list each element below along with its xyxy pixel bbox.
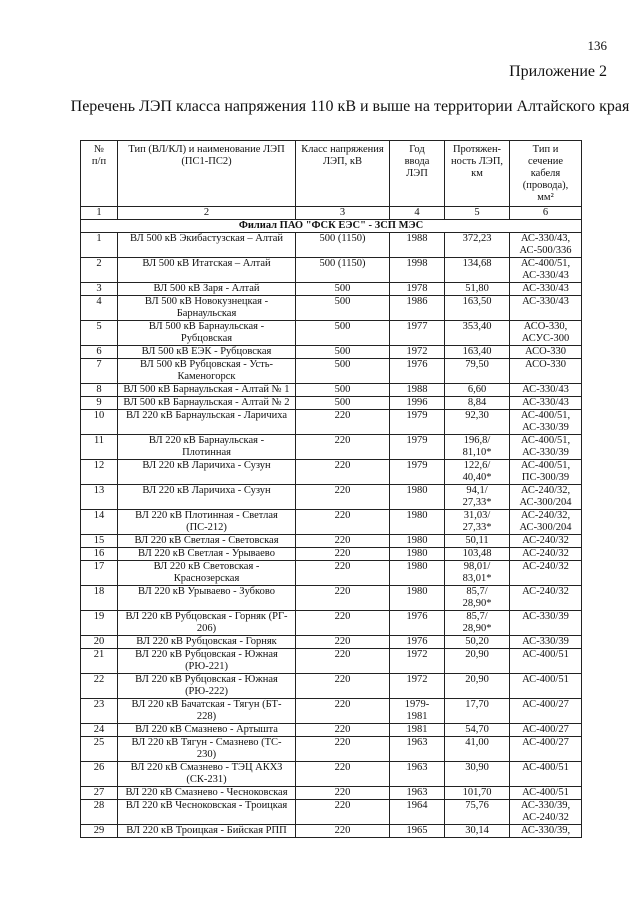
table-row — [81, 258, 582, 283]
voltage-class: 220 — [296, 636, 390, 649]
table-row — [81, 787, 582, 800]
line-length: 103,48 — [445, 548, 510, 561]
table-row — [81, 346, 582, 359]
line-length: 51,80 — [445, 283, 510, 296]
commission-year: 1964 — [390, 800, 445, 825]
branch-title: Филиал ПАО "ФСК ЕЭС" - ЗСП МЭС — [81, 220, 582, 233]
table-row — [81, 485, 582, 510]
header-voltage: Класс напряжения ЛЭП, кВ — [296, 141, 390, 207]
voltage-class: 220 — [296, 435, 390, 460]
line-length: 20,90 — [445, 674, 510, 699]
row-number: 14 — [81, 510, 118, 535]
table-row — [81, 283, 582, 296]
voltage-class: 500 — [296, 296, 390, 321]
line-name: ВЛ 220 кВ Рубцовская - Горняк — [118, 636, 296, 649]
commission-year: 1980 — [390, 535, 445, 548]
wire-type: АС-330/39 — [510, 636, 582, 649]
voltage-class: 220 — [296, 586, 390, 611]
voltage-class: 500 — [296, 384, 390, 397]
row-number: 3 — [81, 283, 118, 296]
voltage-class: 220 — [296, 787, 390, 800]
line-length: 50,20 — [445, 636, 510, 649]
header-number: № п/п — [81, 141, 118, 207]
line-name: ВЛ 500 кВ Рубцовская - Усть- Каменогорск — [118, 359, 296, 384]
wire-type: АС-240/32, АС-300/204 — [510, 485, 582, 510]
line-length: 41,00 — [445, 737, 510, 762]
line-length: 101,70 — [445, 787, 510, 800]
line-length: 163,40 — [445, 346, 510, 359]
commission-year: 1963 — [390, 762, 445, 787]
commission-year: 1976 — [390, 611, 445, 636]
table-row — [81, 397, 582, 410]
line-length: 75,76 — [445, 800, 510, 825]
wire-type: АСО-330 — [510, 346, 582, 359]
voltage-class: 500 (1150) — [296, 233, 390, 258]
table-row — [81, 636, 582, 649]
commission-year: 1976 — [390, 636, 445, 649]
row-number: 19 — [81, 611, 118, 636]
power-lines-table-wrapper — [80, 140, 582, 838]
row-number: 7 — [81, 359, 118, 384]
table-row — [81, 737, 582, 762]
line-length: 85,7/ 28,90* — [445, 611, 510, 636]
column-number: 4 — [390, 207, 445, 220]
voltage-class: 220 — [296, 485, 390, 510]
appendix-label: Приложение 2 — [509, 63, 607, 80]
commission-year: 1972 — [390, 649, 445, 674]
voltage-class: 220 — [296, 410, 390, 435]
line-length: 20,90 — [445, 649, 510, 674]
line-name: ВЛ 220 кВ Бачатская - Тягун (БТ- 228) — [118, 699, 296, 724]
voltage-class: 500 — [296, 321, 390, 346]
line-name: ВЛ 220 кВ Чесноковская - Троицкая — [118, 800, 296, 825]
commission-year: 1972 — [390, 346, 445, 359]
commission-year: 1972 — [390, 674, 445, 699]
line-length: 134,68 — [445, 258, 510, 283]
line-name: ВЛ 500 кВ Барнаульская - Алтай № 1 — [118, 384, 296, 397]
row-number: 2 — [81, 258, 118, 283]
wire-type: АСО-330, АСУС-300 — [510, 321, 582, 346]
header-name: Тип (ВЛ/КЛ) и наименование ЛЭП (ПС1-ПС2) — [118, 141, 296, 207]
line-name: ВЛ 500 кВ Заря - Алтай — [118, 283, 296, 296]
row-number: 11 — [81, 435, 118, 460]
header-year: Год ввода ЛЭП — [390, 141, 445, 207]
wire-type: АС-330/39, — [510, 825, 582, 838]
line-name: ВЛ 220 кВ Рубцовская - Горняк (РГ- 206) — [118, 611, 296, 636]
table-row — [81, 586, 582, 611]
table-row — [81, 460, 582, 485]
line-name: ВЛ 220 кВ Рубцовская - Южная (РЮ-222) — [118, 674, 296, 699]
table-row — [81, 699, 582, 724]
line-length: 163,50 — [445, 296, 510, 321]
voltage-class: 220 — [296, 649, 390, 674]
line-name: ВЛ 220 кВ Троицкая - Бийская РПП — [118, 825, 296, 838]
commission-year: 1963 — [390, 737, 445, 762]
branch-row — [81, 220, 582, 233]
voltage-class: 220 — [296, 699, 390, 724]
line-name: ВЛ 500 кВ Барнаульская - Алтай № 2 — [118, 397, 296, 410]
line-length: 85,7/ 28,90* — [445, 586, 510, 611]
commission-year: 1977 — [390, 321, 445, 346]
voltage-class: 220 — [296, 800, 390, 825]
table-row — [81, 535, 582, 548]
row-number: 22 — [81, 674, 118, 699]
table-row — [81, 410, 582, 435]
line-name: ВЛ 220 кВ Светлая - Световская — [118, 535, 296, 548]
table-row — [81, 724, 582, 737]
row-number: 18 — [81, 586, 118, 611]
line-name: ВЛ 220 кВ Барнаульская - Плотинная — [118, 435, 296, 460]
row-number: 21 — [81, 649, 118, 674]
voltage-class: 220 — [296, 535, 390, 548]
table-body — [81, 233, 582, 838]
commission-year: 1980 — [390, 586, 445, 611]
commission-year: 1980 — [390, 561, 445, 586]
wire-type: АС-400/51, АС-330/43 — [510, 258, 582, 283]
voltage-class: 500 — [296, 346, 390, 359]
table-row — [81, 296, 582, 321]
line-name: ВЛ 500 кВ Итатская – Алтай — [118, 258, 296, 283]
line-length: 31,03/ 27,33* — [445, 510, 510, 535]
commission-year: 1979 — [390, 410, 445, 435]
table-row — [81, 561, 582, 586]
column-number: 1 — [81, 207, 118, 220]
line-length: 92,30 — [445, 410, 510, 435]
commission-year: 1986 — [390, 296, 445, 321]
line-length: 98,01/ 83,01* — [445, 561, 510, 586]
voltage-class: 500 — [296, 397, 390, 410]
table-row — [81, 233, 582, 258]
line-name: ВЛ 500 кВ Новокузнецкая - Барнаульская — [118, 296, 296, 321]
voltage-class: 220 — [296, 561, 390, 586]
line-name: ВЛ 220 кВ Ларичиха - Сузун — [118, 485, 296, 510]
line-length: 30,14 — [445, 825, 510, 838]
voltage-class: 500 (1150) — [296, 258, 390, 283]
line-name: ВЛ 220 кВ Смазнево - Артышта — [118, 724, 296, 737]
row-number: 23 — [81, 699, 118, 724]
commission-year: 1988 — [390, 384, 445, 397]
wire-type: АС-400/51 — [510, 762, 582, 787]
voltage-class: 500 — [296, 283, 390, 296]
line-length: 79,50 — [445, 359, 510, 384]
line-name: ВЛ 220 кВ Урываево - Зубково — [118, 586, 296, 611]
row-number: 9 — [81, 397, 118, 410]
wire-type: АС-240/32 — [510, 586, 582, 611]
line-name: ВЛ 500 кВ Барнаульская - Рубцовская — [118, 321, 296, 346]
row-number: 27 — [81, 787, 118, 800]
table-row — [81, 548, 582, 561]
line-length: 30,90 — [445, 762, 510, 787]
line-length: 196,8/ 81,10* — [445, 435, 510, 460]
voltage-class: 220 — [296, 762, 390, 787]
wire-type: АС-400/51, АС-330/39 — [510, 435, 582, 460]
document-title: Перечень ЛЭП класса напряжения 110 кВ и выше на территории Алтайского края — [70, 98, 630, 115]
row-number: 8 — [81, 384, 118, 397]
commission-year: 1980 — [390, 485, 445, 510]
row-number: 28 — [81, 800, 118, 825]
wire-type: АС-400/51 — [510, 674, 582, 699]
row-number: 26 — [81, 762, 118, 787]
wire-type: АС-330/39 — [510, 611, 582, 636]
row-number: 12 — [81, 460, 118, 485]
commission-year: 1979 — [390, 435, 445, 460]
column-number: 5 — [445, 207, 510, 220]
line-name: ВЛ 220 кВ Ларичиха - Сузун — [118, 460, 296, 485]
line-name: ВЛ 220 кВ Световская - Краснозерская — [118, 561, 296, 586]
voltage-class: 220 — [296, 674, 390, 699]
line-name: ВЛ 220 кВ Рубцовская - Южная (РЮ-221) — [118, 649, 296, 674]
voltage-class: 220 — [296, 460, 390, 485]
wire-type: АС-400/51, АС-330/39 — [510, 410, 582, 435]
line-name: ВЛ 500 кВ ЕЭК - Рубцовская — [118, 346, 296, 359]
table-row — [81, 359, 582, 384]
page-number: 136 — [587, 38, 607, 53]
commission-year: 1963 — [390, 787, 445, 800]
commission-year: 1976 — [390, 359, 445, 384]
line-name: ВЛ 220 кВ Плотинная - Светлая (ПС-212) — [118, 510, 296, 535]
column-number: 2 — [118, 207, 296, 220]
line-length: 372,23 — [445, 233, 510, 258]
line-length: 6,60 — [445, 384, 510, 397]
header-wire: Тип и сечение кабеля (провода), мм² — [510, 141, 582, 207]
table-row — [81, 435, 582, 460]
voltage-class: 220 — [296, 611, 390, 636]
row-number: 5 — [81, 321, 118, 346]
wire-type: АС-240/32 — [510, 548, 582, 561]
row-number: 4 — [81, 296, 118, 321]
wire-type: АС-330/43 — [510, 384, 582, 397]
line-name: ВЛ 220 кВ Смазнево - Чесноковская — [118, 787, 296, 800]
commission-year: 1981 — [390, 724, 445, 737]
wire-type: АС-240/32 — [510, 535, 582, 548]
header-length: Протяжен- ность ЛЭП, км — [445, 141, 510, 207]
wire-type: АС-330/39, АС-240/32 — [510, 800, 582, 825]
line-length: 50,11 — [445, 535, 510, 548]
table-row — [81, 611, 582, 636]
line-name: ВЛ 220 кВ Барнаульская - Ларичиха — [118, 410, 296, 435]
table-row — [81, 674, 582, 699]
wire-type: АС-330/43 — [510, 283, 582, 296]
line-length: 122,6/ 40,40* — [445, 460, 510, 485]
row-number: 6 — [81, 346, 118, 359]
line-name: ВЛ 220 кВ Тягун - Смазнево (ТС- 230) — [118, 737, 296, 762]
table-row — [81, 762, 582, 787]
commission-year: 1979- 1981 — [390, 699, 445, 724]
table-row — [81, 384, 582, 397]
commission-year: 1978 — [390, 283, 445, 296]
voltage-class: 220 — [296, 548, 390, 561]
table-row — [81, 321, 582, 346]
table-row — [81, 800, 582, 825]
line-length: 8,84 — [445, 397, 510, 410]
column-number: 6 — [510, 207, 582, 220]
line-length: 94,1/ 27,33* — [445, 485, 510, 510]
power-lines-table — [80, 140, 582, 838]
commission-year: 1998 — [390, 258, 445, 283]
column-number: 3 — [296, 207, 390, 220]
wire-type: АС-400/27 — [510, 724, 582, 737]
line-length: 17,70 — [445, 699, 510, 724]
wire-type: АС-400/27 — [510, 699, 582, 724]
line-name: ВЛ 220 кВ Светлая - Урываево — [118, 548, 296, 561]
commission-year: 1980 — [390, 510, 445, 535]
row-number: 1 — [81, 233, 118, 258]
row-number: 20 — [81, 636, 118, 649]
voltage-class: 220 — [296, 737, 390, 762]
row-number: 10 — [81, 410, 118, 435]
wire-type: АС-240/32, АС-300/204 — [510, 510, 582, 535]
wire-type: АСО-330 — [510, 359, 582, 384]
wire-type: АС-330/43, АС-500/336 — [510, 233, 582, 258]
row-number: 15 — [81, 535, 118, 548]
commission-year: 1965 — [390, 825, 445, 838]
table-row — [81, 825, 582, 838]
row-number: 24 — [81, 724, 118, 737]
wire-type: АС-240/32 — [510, 561, 582, 586]
line-name: ВЛ 500 кВ Экибастузская – Алтай — [118, 233, 296, 258]
commission-year: 1980 — [390, 548, 445, 561]
wire-type: АС-330/43 — [510, 397, 582, 410]
wire-type: АС-400/51 — [510, 649, 582, 674]
table-row — [81, 649, 582, 674]
row-number: 17 — [81, 561, 118, 586]
voltage-class: 220 — [296, 825, 390, 838]
commission-year: 1979 — [390, 460, 445, 485]
commission-year: 1996 — [390, 397, 445, 410]
voltage-class: 500 — [296, 359, 390, 384]
line-name: ВЛ 220 кВ Смазнево - ТЭЦ АКХЗ (СК-231) — [118, 762, 296, 787]
wire-type: АС-400/51, ПС-300/39 — [510, 460, 582, 485]
wire-type: АС-330/43 — [510, 296, 582, 321]
commission-year: 1988 — [390, 233, 445, 258]
line-length: 353,40 — [445, 321, 510, 346]
wire-type: АС-400/51 — [510, 787, 582, 800]
row-number: 29 — [81, 825, 118, 838]
voltage-class: 220 — [296, 510, 390, 535]
row-number: 25 — [81, 737, 118, 762]
voltage-class: 220 — [296, 724, 390, 737]
row-number: 16 — [81, 548, 118, 561]
table-row — [81, 510, 582, 535]
line-length: 54,70 — [445, 724, 510, 737]
row-number: 13 — [81, 485, 118, 510]
column-numbers-row — [81, 207, 582, 220]
wire-type: АС-400/27 — [510, 737, 582, 762]
header-row — [81, 141, 582, 207]
